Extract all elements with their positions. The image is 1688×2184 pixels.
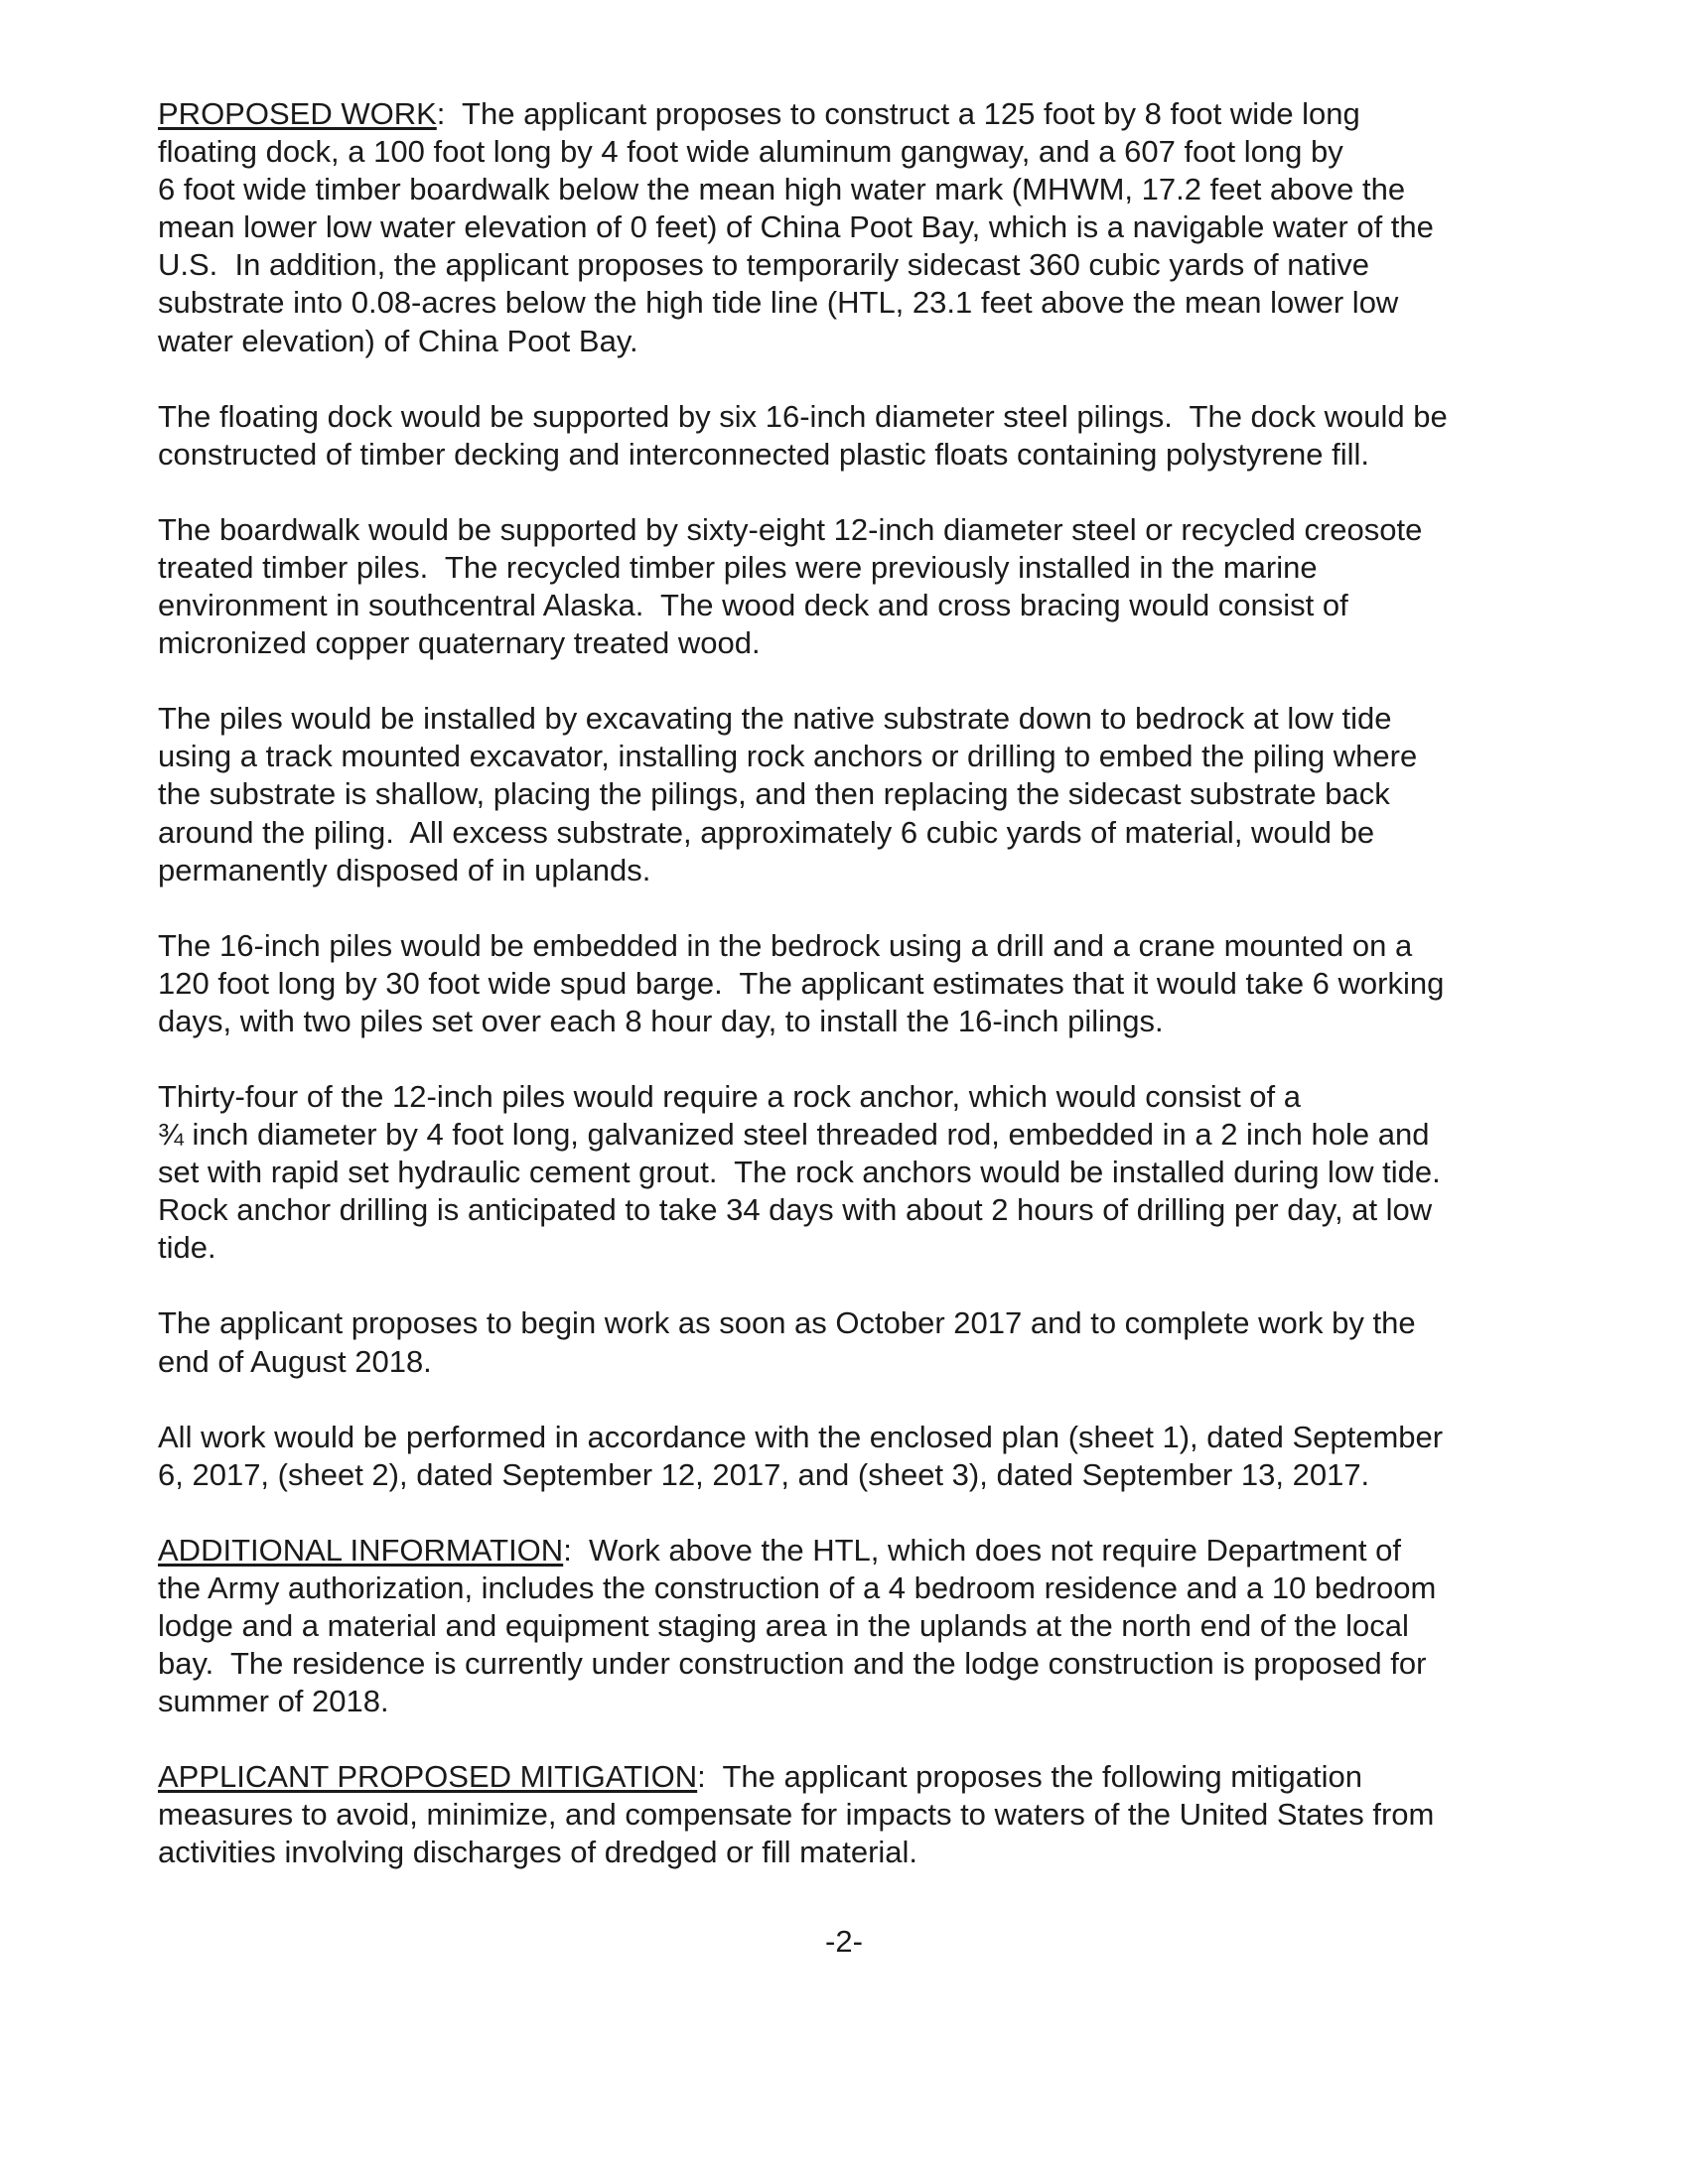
- heading-suffix: :: [697, 1759, 723, 1795]
- text-line: [158, 95, 1548, 133]
- line-text: days, with two piles set over each 8 hour day, to install the 16-inch pilings.: [158, 1003, 1164, 1038]
- paragraph: [158, 511, 1548, 662]
- text-line: [158, 927, 1548, 965]
- line-text: the substrate is shallow, placing the pilings, and then replacing the sidecast substrate back: [158, 776, 1390, 812]
- text-line: [158, 1419, 1548, 1456]
- line-text: floating dock, a 100 foot long by 4 foot wide aluminum gangway, and a 607 foot long by: [158, 134, 1343, 170]
- paragraph: [158, 1532, 1548, 1720]
- text-line: [158, 852, 1548, 889]
- line-text: All work would be performed in accordance with the enclosed plan (sheet 1), dated September: [158, 1419, 1444, 1454]
- text-line: [158, 1343, 1548, 1381]
- text-line: [158, 1570, 1548, 1607]
- line-text: The applicant proposes to begin work as soon as October 2017 and to complete work by the: [158, 1305, 1416, 1341]
- paragraph: [158, 1758, 1548, 1871]
- text-line: [158, 1683, 1548, 1720]
- text-line: [158, 246, 1548, 284]
- line-text: constructed of timber decking and interconnected plastic floats containing polystyrene fill.: [158, 436, 1370, 472]
- text-line: [158, 738, 1548, 775]
- text-line: [158, 1304, 1548, 1342]
- section-heading: PROPOSED WORK: [158, 96, 437, 131]
- paragraph: [158, 1419, 1548, 1494]
- line-text: The floating dock would be supported by six 16-inch diameter steel pilings. The dock would be: [158, 398, 1448, 434]
- text-line: [158, 1003, 1548, 1040]
- text-line: [158, 208, 1548, 246]
- text-line: [158, 1758, 1548, 1796]
- text-line: [158, 814, 1548, 852]
- paragraph: [158, 1078, 1548, 1267]
- line-text: mean lower low water elevation of 0 feet) of China Poot Bay, which is a navigable water of the: [158, 209, 1434, 245]
- line-text: water elevation) of China Poot Bay.: [158, 323, 638, 358]
- text-line: [158, 284, 1548, 322]
- text-line: [158, 1532, 1548, 1570]
- line-text: The applicant proposes the following mitigation: [722, 1759, 1362, 1795]
- text-line: [158, 1154, 1548, 1191]
- text-line: [158, 1645, 1548, 1683]
- line-text: The applicant proposes to construct a 125 foot by 8 foot wide long: [462, 96, 1360, 131]
- heading-suffix: :: [563, 1532, 590, 1568]
- text-line: [158, 775, 1548, 813]
- line-text: permanently disposed of in uplands.: [158, 852, 651, 887]
- line-text: lodge and a material and equipment staging area in the uplands at the north end of the local: [158, 1608, 1409, 1643]
- line-text: Thirty-four of the 12-inch piles would require a rock anchor, which would consist of a: [158, 1078, 1302, 1114]
- text-line: [158, 700, 1548, 738]
- line-text: tide.: [158, 1230, 216, 1266]
- text-line: [158, 1116, 1548, 1154]
- line-text: end of August 2018.: [158, 1343, 432, 1379]
- text-line: [158, 1229, 1548, 1267]
- line-text: bay. The residence is currently under construction and the lodge construction is proposed for: [158, 1646, 1427, 1682]
- section-heading: APPLICANT PROPOSED MITIGATION: [158, 1759, 698, 1795]
- text-line: [158, 1834, 1548, 1871]
- line-text: The piles would be installed by excavating the native substrate down to bedrock at low tide: [158, 701, 1392, 737]
- line-text: treated timber piles. The recycled timber piles were previously installed in the marine: [158, 549, 1318, 585]
- line-text: 6 foot wide timber boardwalk below the mean high water mark (MHWM, 17.2 feet above the: [158, 172, 1406, 207]
- line-text: environment in southcentral Alaska. The wood deck and cross bracing would consist of: [158, 588, 1348, 623]
- text-line: [158, 1456, 1548, 1494]
- text-line: [158, 511, 1548, 549]
- line-text: The 16-inch piles would be embedded in the bedrock using a drill and a crane mounted on a: [158, 927, 1413, 963]
- text-line: [158, 549, 1548, 587]
- page-number: -2-: [825, 1924, 863, 1959]
- line-text: Rock anchor drilling is anticipated to take 34 days with about 2 hours of drilling per day, at low: [158, 1192, 1433, 1228]
- line-text: U.S. In addition, the applicant proposes to temporarily sidecast 360 cubic yards of native: [158, 247, 1370, 283]
- line-text: 6, 2017, (sheet 2), dated September 12, 2017, and (sheet 3), dated September 13, 2017.: [158, 1456, 1370, 1492]
- line-text: Work above the HTL, which does not require Department of: [589, 1532, 1401, 1568]
- line-text: activities involving discharges of dredged or fill material.: [158, 1835, 918, 1870]
- paragraph: [158, 927, 1548, 1040]
- text-line: [158, 398, 1548, 436]
- line-text: substrate into 0.08-acres below the high tide line (HTL, 23.1 feet above the mean lower low: [158, 285, 1399, 321]
- text-line: [158, 1796, 1548, 1834]
- line-text: measures to avoid, minimize, and compensate for impacts to waters of the United States from: [158, 1797, 1435, 1833]
- line-text: ¾ inch diameter by 4 foot long, galvanized steel threaded rod, embedded in a 2 inch hole and: [158, 1117, 1430, 1153]
- paragraph: [158, 398, 1548, 474]
- text-line: [158, 965, 1548, 1003]
- heading-suffix: :: [436, 96, 463, 131]
- text-line: [158, 624, 1548, 662]
- text-line: [158, 1191, 1548, 1229]
- text-line: [158, 171, 1548, 208]
- text-line: [158, 436, 1548, 474]
- document-page: [158, 95, 1548, 1910]
- line-text: using a track mounted excavator, installing rock anchors or drilling to embed the piling where: [158, 739, 1418, 774]
- line-text: summer of 2018.: [158, 1684, 389, 1719]
- line-text: the Army authorization, includes the construction of a 4 bedroom residence and a 10 bedroom: [158, 1570, 1437, 1605]
- text-line: [158, 133, 1548, 171]
- text-line: [158, 323, 1548, 360]
- line-text: around the piling. All excess substrate, approximately 6 cubic yards of material, would be: [158, 814, 1375, 850]
- line-text: 120 foot long by 30 foot wide spud barge. The applicant estimates that it would take 6 working: [158, 965, 1445, 1001]
- line-text: micronized copper quaternary treated wood.: [158, 625, 761, 661]
- line-text: set with rapid set hydraulic cement grout. The rock anchors would be installed during low tide.: [158, 1155, 1441, 1190]
- text-line: [158, 1078, 1548, 1116]
- paragraph: [158, 1304, 1548, 1380]
- text-line: [158, 1607, 1548, 1645]
- paragraph: [158, 95, 1548, 360]
- line-text: The boardwalk would be supported by sixty-eight 12-inch diameter steel or recycled creosote: [158, 511, 1423, 547]
- section-heading: ADDITIONAL INFORMATION: [158, 1532, 564, 1568]
- paragraph: [158, 700, 1548, 888]
- text-line: [158, 587, 1548, 624]
